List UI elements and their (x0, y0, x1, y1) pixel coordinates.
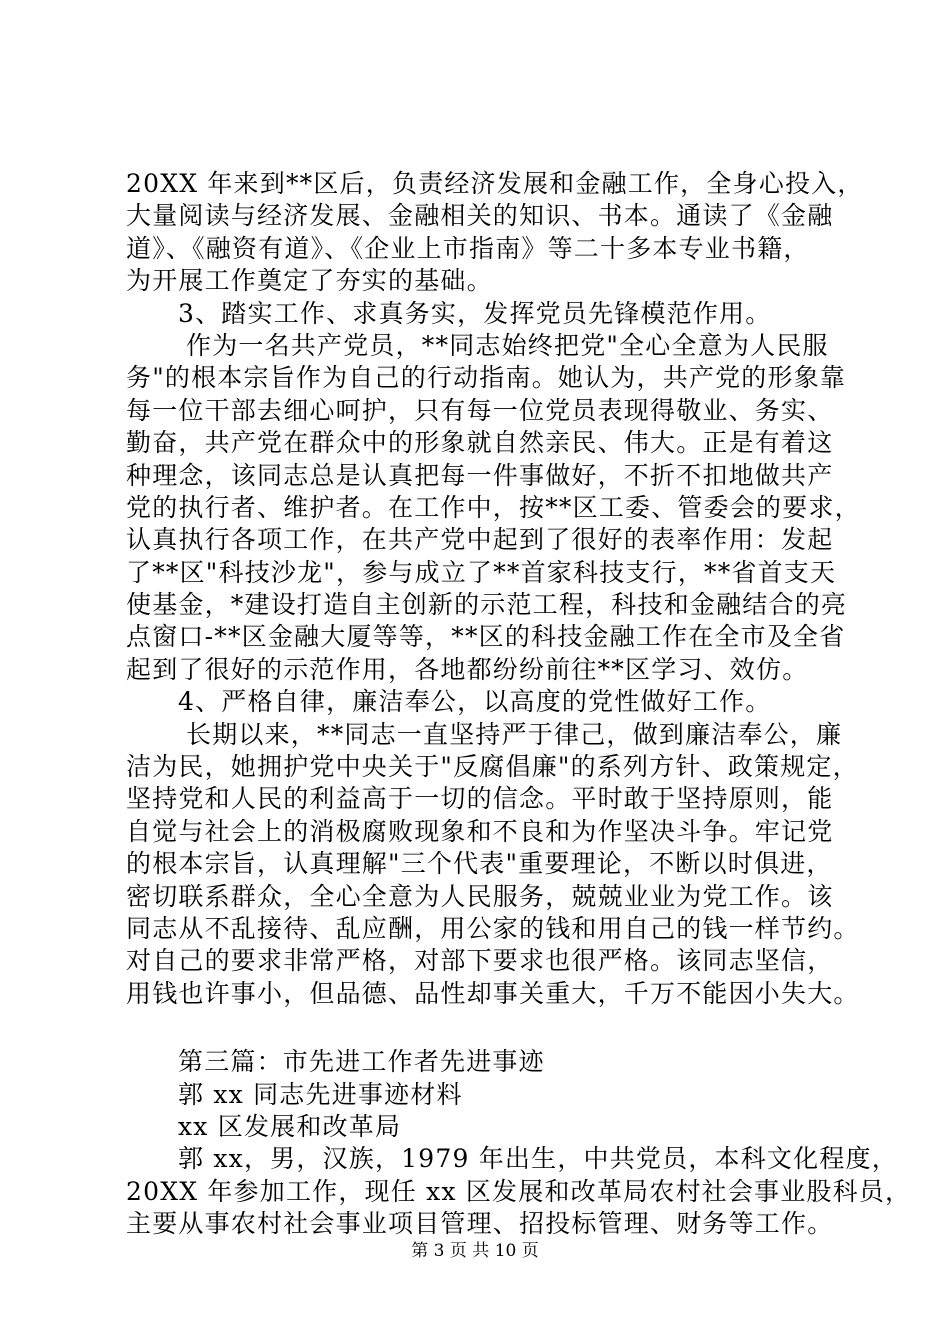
body-text-line: 每一位干部去细心呵护，只有每一位党员表现得敬业、务实、 (126, 395, 834, 425)
body-text-line: 洁为民，她拥护党中央关于"反腐倡廉"的系列方针、政策规定， (126, 752, 859, 782)
body-text-line: 用钱也许事小，但品德、品性却事关重大，千万不能因小失大。 (126, 978, 860, 1008)
body-text-line: 点窗口-**区金融大厦等等，**区的科技金融工作在全市及全省 (126, 622, 846, 652)
section-heading: 4、严格自律，廉洁奉公，以高度的党性做好工作。 (178, 687, 772, 717)
page-footer: 第 3 页 共 10 页 (411, 1241, 539, 1261)
body-text-line: 为开展工作奠定了夯实的基础。 (126, 266, 493, 296)
body-text-line: 认真执行各项工作，在共产党中起到了很好的表率作用：发起 (126, 525, 834, 555)
body-text-line: 大量阅读与经济发展、金融相关的知识、书本。通读了《金融 (126, 201, 834, 231)
document-body (126, 168, 912, 1241)
body-text-line: 自觉与社会上的消极腐败现象和不良和为作坚决斗争。牢记党 (126, 816, 834, 846)
body-text-line: 作为一名共产党员，**同志始终把党"全心全意为人民服 (186, 330, 829, 360)
body-text-line: 起到了很好的示范作用，各地都纷纷前往**区学习、效仿。 (126, 654, 809, 684)
body-text-line: 了**区"科技沙龙"，参与成立了**首家科技支行，**省首支天 (126, 557, 837, 587)
body-text-line: 长期以来，**同志一直坚持严于律己，做到廉洁奉公，廉 (186, 719, 843, 749)
body-text-line: 对自己的要求非常严格，对部下要求也很严格。该同志坚信， (126, 946, 834, 976)
section-heading: 3、踏实工作、求真务实，发挥党员先锋模范作用。 (178, 298, 772, 328)
body-text-line: 20XX 年来到**区后，负责经济发展和金融工作，全身心投入， (126, 169, 864, 198)
body-text-line: 坚持党和人民的利益高于一切的信念。平时敢于坚持原则，能 (126, 784, 834, 814)
body-text-line: 同志从不乱接待、乱应酬，用公家的钱和用自己的钱一样节约。 (126, 913, 860, 943)
body-text-line: 密切联系群众，全心全意为人民服务，兢兢业业为党工作。该 (126, 881, 834, 911)
body-text-line: 郭 xx，男，汉族，1979 年出生，中共党员，本科文化程度， (178, 1144, 898, 1174)
body-text-line: 的根本宗旨，认真理解"三个代表"重要理论，不断以时俱进， (126, 849, 833, 879)
body-text-line: 20XX 年参加工作，现任 xx 区发展和改革局农村社会事业股科员， (126, 1176, 912, 1206)
article-title: 郭 xx 同志先进事迹材料 (178, 1079, 463, 1109)
body-text-line: 种理念，该同志总是认真把每一件事做好，不折不扣地做共产 (126, 460, 834, 490)
body-text-line: 道》、《融资有道》、《企业上市指南》等二十多本专业书籍， (126, 233, 810, 263)
body-text-line: 使基金，*建设打造自主创新的示范工程，科技和金融结合的亮 (126, 590, 848, 620)
body-text-line: 务"的根本宗旨作为自己的行动指南。她认为，共产党的形象靠 (126, 363, 847, 393)
body-text-line: 主要从事农村社会事业项目管理、招投标管理、财务等工作。 (126, 1209, 834, 1239)
chapter-title: 第三篇：市先进工作者先进事迹 (178, 1047, 545, 1077)
organization-name: xx 区发展和改革局 (178, 1111, 402, 1141)
paragraph-gap (126, 1010, 864, 1046)
body-text-line: 勤奋，共产党在群众中的形象就自然亲民、伟大。正是有着这 (126, 428, 834, 458)
body-text-line: 党的执行者、维护者。在工作中，按**区工委、管委会的要求， (126, 492, 861, 522)
